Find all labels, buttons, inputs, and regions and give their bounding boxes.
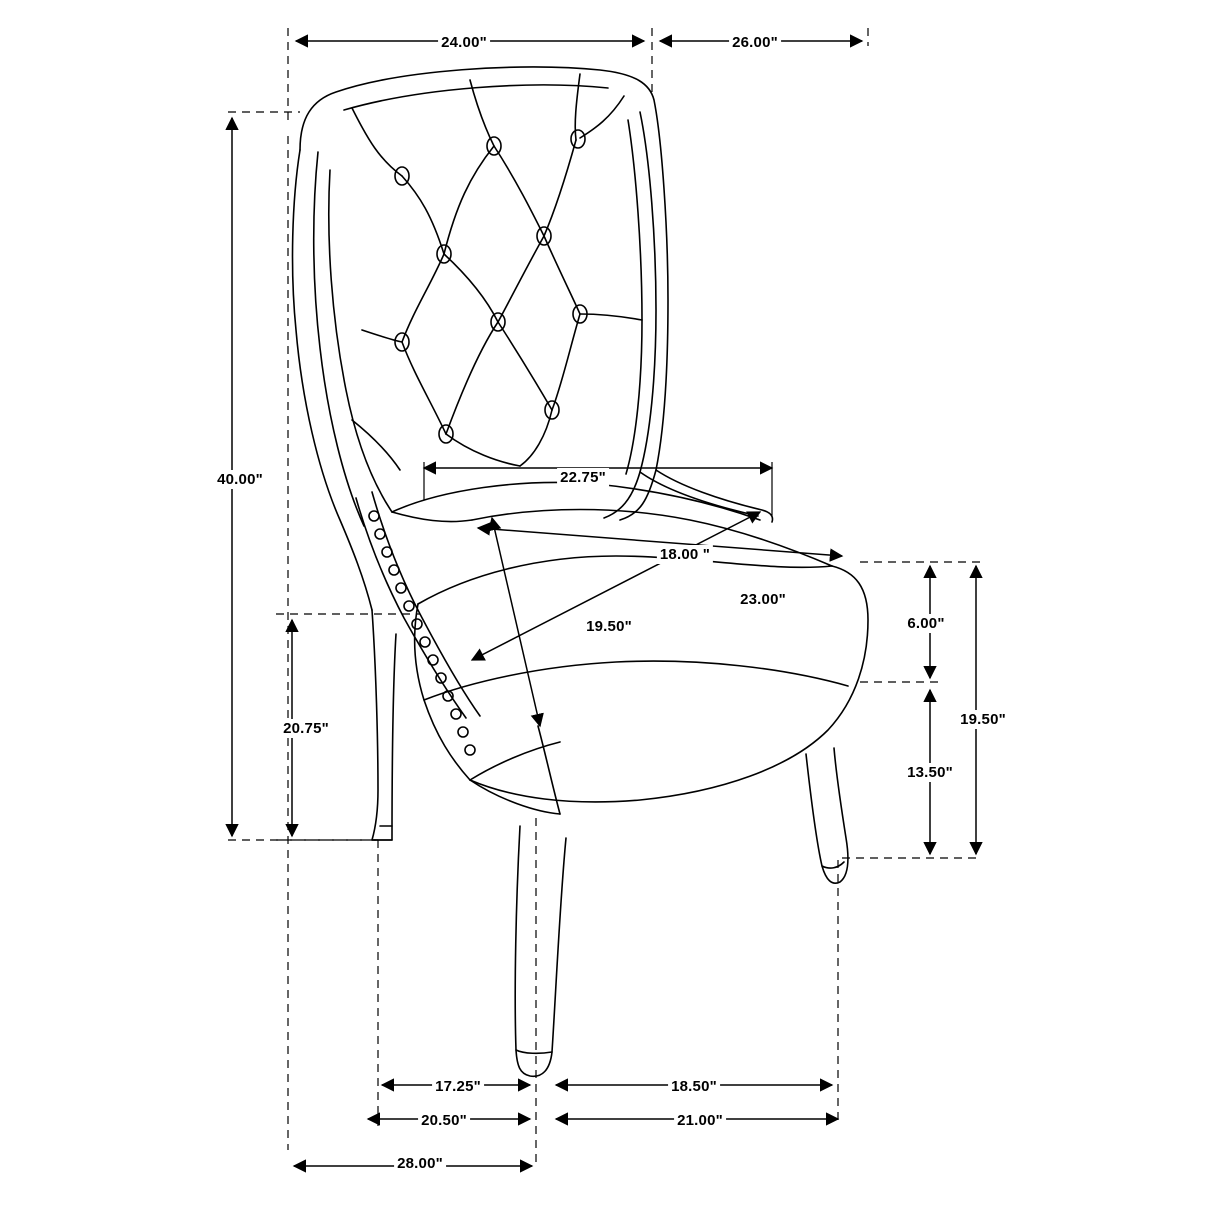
nailhead-trim: [369, 511, 475, 755]
dimension-label-mid-right-depth: 21.00": [674, 1111, 726, 1130]
dimension-label-overall-height: 40.00": [214, 470, 266, 489]
dimension-label-mid-left-depth: 20.50": [418, 1111, 470, 1130]
dimension-label-seat-back-width: 22.75": [557, 468, 609, 487]
dimension-label-front-right-depth: 18.50": [668, 1077, 720, 1096]
dimension-label-seat-height-right: 19.50": [957, 710, 1009, 729]
dimension-label-top-right-width: 26.00": [729, 33, 781, 52]
dimension-label-arm-height: 20.75": [280, 719, 332, 738]
dimension-label-seat-diagonal-23: 23.00": [737, 590, 789, 609]
dimension-label-front-left-depth: 17.25": [432, 1077, 484, 1096]
dimension-label-top-left-width: 24.00": [438, 33, 490, 52]
dimension-label-seat-diagonal-19: 19.50": [583, 617, 635, 636]
dimension-label-seat-diagonal-18: 18.00 ": [657, 545, 713, 564]
dimension-label-leg-height: 13.50": [904, 763, 956, 782]
dimension-label-overall-depth: 28.00": [394, 1154, 446, 1173]
dimension-label-seat-thickness: 6.00": [904, 614, 947, 633]
chair-illustration: [293, 67, 868, 1076]
dimension-lines: [228, 28, 982, 1166]
